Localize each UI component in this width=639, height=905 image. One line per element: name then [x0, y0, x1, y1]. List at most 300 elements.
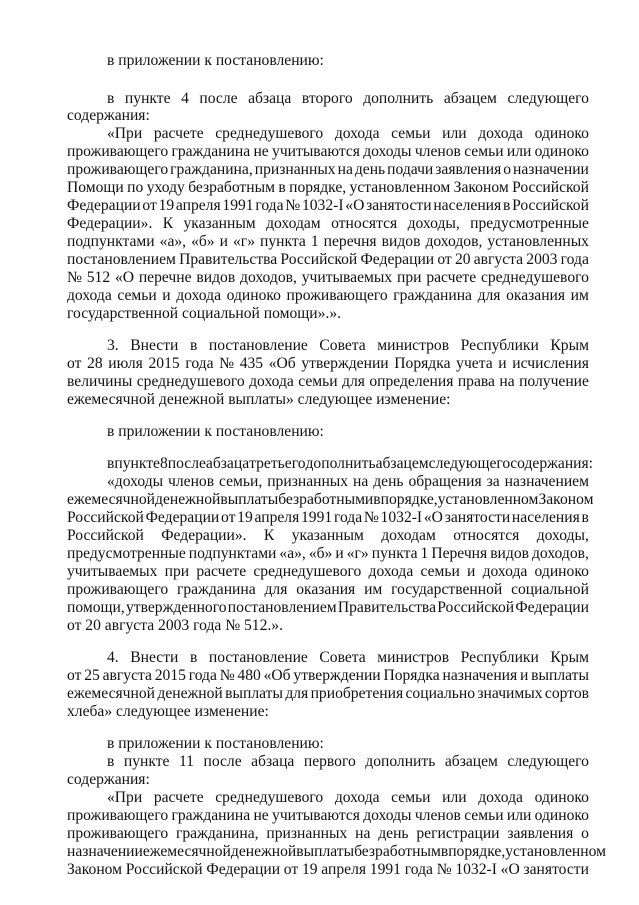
word: уходу	[146, 179, 185, 196]
word: «а»,	[279, 545, 306, 562]
word: порядке,	[289, 179, 347, 196]
word: №	[285, 197, 301, 214]
word: «доходы	[107, 473, 164, 490]
word: членов	[414, 807, 461, 824]
word: 3.	[107, 337, 119, 354]
word: указанным	[291, 527, 364, 544]
word: «О	[500, 861, 520, 878]
word: семьи	[117, 287, 157, 304]
word: учитываемых	[301, 269, 393, 286]
word: расчете	[153, 125, 204, 142]
text-line	[67, 563, 589, 581]
word: 1991	[369, 861, 401, 878]
word: Законом	[67, 861, 123, 878]
word: абзацем	[375, 455, 429, 472]
word: года	[560, 251, 589, 268]
word: относятся	[331, 215, 398, 232]
word: после	[199, 90, 238, 107]
word: Федерации	[145, 509, 220, 526]
text-line: от 20 августа 2003 года № 512.».	[67, 617, 283, 634]
word: социальной	[511, 581, 589, 598]
word: указанным	[183, 215, 256, 232]
word: года	[404, 861, 433, 878]
word: Российской	[512, 179, 589, 196]
word: второго	[301, 90, 353, 107]
word: и	[498, 355, 507, 372]
word: июля	[108, 355, 143, 372]
text-line	[67, 215, 589, 233]
word: Перечня	[431, 545, 488, 562]
word: в	[278, 179, 286, 196]
word: доходы	[363, 807, 412, 824]
word: видов	[381, 233, 421, 250]
word: не	[253, 807, 269, 824]
word: Российской	[437, 599, 515, 616]
word: от	[67, 355, 82, 372]
word: права	[457, 373, 495, 390]
word: расчете	[196, 563, 247, 580]
text-line: в приложении к постановлению:	[107, 735, 324, 752]
word: 19	[158, 197, 175, 214]
word: предусмотренные	[67, 545, 186, 562]
word: №	[219, 667, 235, 684]
text-line	[67, 545, 589, 563]
word: и	[162, 287, 171, 304]
word: дохода	[334, 789, 380, 806]
word: одиноко	[534, 807, 589, 824]
word: день	[373, 473, 404, 490]
word: пункте	[123, 753, 170, 770]
word: на	[355, 825, 371, 842]
word: проживающего	[67, 807, 169, 824]
word: дохода	[368, 563, 414, 580]
text-line	[107, 337, 589, 355]
word: в	[581, 509, 589, 526]
word: Законом	[453, 179, 509, 196]
word: приобретения	[310, 685, 404, 702]
word: августа	[473, 251, 524, 268]
word: доходов,	[425, 233, 483, 250]
text-line	[67, 491, 594, 509]
word: и	[219, 233, 228, 250]
word: 20	[454, 251, 471, 268]
word: подачи	[387, 161, 434, 178]
word: установленном	[505, 843, 606, 860]
word: видов	[490, 545, 529, 562]
word: в	[440, 843, 449, 860]
word: Федерации	[360, 251, 435, 268]
word: регистрации	[416, 825, 500, 842]
word: министров	[377, 337, 450, 354]
word: «О	[114, 269, 134, 286]
word: 4.	[107, 649, 119, 666]
word: «а»,	[159, 233, 187, 250]
word: абзаца	[205, 455, 250, 472]
word: в	[107, 90, 115, 107]
word: от	[283, 861, 299, 878]
word: Российской	[125, 861, 203, 878]
word: величины	[67, 373, 133, 390]
word: Порядка	[394, 355, 451, 372]
word: безработным	[188, 179, 275, 196]
word: абзаца	[248, 90, 292, 107]
word: в	[107, 753, 115, 770]
word: учитываются	[272, 807, 360, 824]
text-line	[107, 789, 589, 807]
text-line	[67, 667, 589, 685]
word: постановление	[208, 337, 308, 354]
word: для	[477, 287, 501, 304]
word: ежемесячной	[67, 491, 156, 508]
word: 25	[84, 667, 100, 684]
text-line	[67, 825, 589, 843]
word: содержания:	[510, 455, 594, 472]
text-line	[67, 179, 589, 197]
word: порядке,	[380, 491, 438, 508]
word: одиноко	[534, 789, 589, 806]
text-line	[67, 373, 589, 391]
word: предусмотренные	[470, 215, 589, 232]
text-line	[107, 125, 589, 143]
word: в	[107, 455, 115, 472]
word: постановлением	[67, 251, 176, 268]
word: перечня	[323, 233, 377, 250]
word: дополнить	[365, 753, 436, 770]
word: 1991	[301, 509, 333, 526]
word: членов	[414, 143, 461, 160]
word: Республики	[460, 649, 539, 666]
word: подпунктами	[67, 233, 155, 250]
word: министров	[377, 649, 450, 666]
word: дополнить	[305, 455, 376, 472]
word: доходы,	[407, 215, 460, 232]
word: дохода	[478, 125, 523, 142]
word: 435	[239, 355, 264, 372]
word: видов	[196, 269, 236, 286]
word: доходы,	[536, 527, 589, 544]
word: Федерации	[206, 861, 281, 878]
word: для	[342, 373, 365, 390]
word: Крым	[550, 337, 589, 354]
word: обращения	[408, 473, 482, 490]
word: проживающего	[67, 143, 169, 160]
word: среднедушевого	[215, 789, 324, 806]
word: доходов,	[532, 545, 589, 562]
word: членов	[168, 473, 215, 490]
word: Внести	[130, 337, 179, 354]
word: денежной	[230, 843, 297, 860]
word: расчете	[426, 269, 477, 286]
word: №	[219, 355, 235, 372]
word: первого	[303, 753, 356, 770]
word: №	[67, 269, 82, 286]
word: Порядка	[383, 667, 440, 684]
word: 1	[420, 545, 429, 562]
word: семьи	[298, 373, 338, 390]
word: дохода	[249, 373, 294, 390]
word: 2003	[526, 251, 558, 268]
word: Российской	[280, 251, 358, 268]
text-line	[107, 90, 589, 108]
word: Помощи	[67, 179, 124, 196]
word: семьи	[420, 563, 460, 580]
word: Российской	[67, 527, 144, 544]
text-line: содержания:	[67, 107, 150, 124]
text-line: ежемесячной денежной выплаты» следующее изменение:	[67, 391, 451, 408]
word: К	[263, 527, 275, 544]
word: населения	[433, 197, 502, 214]
word: пункте	[124, 90, 171, 107]
word: учета	[456, 355, 493, 372]
word: «Об	[268, 355, 296, 372]
word: или	[442, 789, 467, 806]
word: проживающего	[67, 161, 169, 178]
text-line	[67, 861, 589, 879]
word: Российской	[67, 509, 144, 526]
text-line	[107, 455, 594, 473]
word: следующего	[428, 455, 511, 472]
word: денежной	[157, 685, 223, 702]
word: доходов,	[240, 269, 297, 286]
word: «г»	[346, 545, 369, 562]
text-line	[107, 473, 589, 491]
word: «При	[107, 125, 143, 142]
word: оказания	[506, 287, 566, 304]
word: постановление	[208, 649, 308, 666]
word: апреля	[321, 861, 367, 878]
word: года	[188, 667, 217, 684]
word: Совета	[319, 649, 366, 666]
word: день	[378, 825, 409, 842]
word: «При	[107, 789, 143, 806]
word: от	[142, 197, 157, 214]
word: перечне	[138, 269, 192, 286]
word: занятости	[523, 861, 589, 878]
word: не	[253, 143, 269, 160]
word: «О	[345, 197, 365, 214]
word: по	[127, 179, 144, 196]
word: гражданина	[176, 581, 256, 598]
word: от	[67, 667, 82, 684]
word: после	[167, 455, 206, 472]
word: одиноко	[534, 143, 589, 160]
word: одиноко	[534, 125, 589, 142]
word: пункте	[114, 455, 160, 472]
word: занятости	[444, 509, 511, 526]
word: года	[333, 509, 363, 526]
text-line	[67, 251, 589, 269]
word: гражданина	[171, 807, 251, 824]
word: апреля	[254, 509, 300, 526]
word: доходам	[381, 527, 436, 544]
word: августа	[102, 667, 152, 684]
text-line	[67, 581, 589, 599]
word: подпунктами	[188, 545, 277, 562]
word: 2015	[154, 667, 186, 684]
word: 480	[237, 667, 261, 684]
word: установленных	[487, 233, 589, 250]
word: абзацем	[443, 90, 497, 107]
word: выплаты	[220, 491, 279, 508]
word: населения	[511, 509, 580, 526]
word: значимых	[477, 685, 543, 702]
word: занятости	[366, 197, 432, 214]
word: 1032-I	[380, 509, 423, 526]
word: доходам	[266, 215, 321, 232]
word: Совета	[319, 337, 366, 354]
word: 1032-I	[455, 861, 497, 878]
text-line	[67, 685, 589, 703]
word: утверждении	[301, 355, 389, 372]
word: 1991	[222, 197, 254, 214]
word: для	[264, 581, 288, 598]
word: гражданина	[393, 287, 472, 304]
word: Законом	[538, 491, 594, 508]
word: Правительства	[337, 599, 437, 616]
word: 19	[237, 509, 253, 526]
word: порядке,	[448, 843, 506, 860]
word: семьи	[391, 789, 431, 806]
word: ежемесячной	[142, 843, 231, 860]
word: на	[499, 373, 515, 390]
word: день	[354, 161, 386, 178]
text-line	[67, 527, 589, 545]
word: определения	[369, 373, 454, 390]
text-line	[67, 807, 589, 825]
word: семьи	[464, 807, 504, 824]
word: абзацем	[444, 753, 498, 770]
word: назначении	[513, 161, 589, 178]
text-line	[67, 197, 589, 215]
word: Федерации	[67, 197, 141, 214]
word: дохода	[176, 287, 221, 304]
word: за	[486, 473, 500, 490]
word: и	[467, 563, 476, 580]
word: Федерации».	[161, 527, 247, 544]
word: «О	[423, 509, 443, 526]
word: или	[506, 807, 532, 824]
word: 2015	[148, 355, 180, 372]
word: гражданина	[171, 143, 251, 160]
text-line: государственной социальной помощи».».	[67, 305, 342, 322]
word: №	[436, 861, 452, 878]
word: оказания	[296, 581, 356, 598]
word: социально	[405, 685, 476, 702]
word: третьего	[249, 455, 306, 472]
text-line	[67, 269, 589, 287]
word: ежемесячной	[67, 685, 156, 702]
word: среднедушевого	[215, 125, 324, 142]
word: семьи,	[219, 473, 263, 490]
word: следующего	[507, 753, 589, 770]
word: Республики	[460, 337, 539, 354]
word: им	[570, 287, 589, 304]
word: года	[185, 355, 214, 372]
word: заявления	[435, 161, 502, 178]
word: одиноко	[226, 287, 281, 304]
word: о	[581, 825, 589, 842]
word: Российской	[512, 197, 589, 214]
word: проживающего	[67, 581, 169, 598]
word: в	[189, 649, 198, 666]
word: на	[353, 473, 369, 490]
word: дополнить	[363, 90, 434, 107]
word: дохода	[478, 789, 523, 806]
text-line: в приложении к постановлению:	[107, 52, 324, 69]
word: установленном	[437, 491, 539, 508]
word: Внести	[130, 649, 179, 666]
word: 4	[181, 90, 189, 107]
word: признанных	[254, 161, 336, 178]
word: утверждении	[293, 667, 381, 684]
word: 19	[301, 861, 318, 878]
word: при	[164, 563, 190, 580]
word: постановлением	[227, 599, 337, 616]
word: или	[442, 125, 467, 142]
word: «г»	[233, 233, 255, 250]
text-line	[67, 509, 589, 527]
word: денежной	[155, 491, 221, 508]
word: назначении	[67, 843, 143, 860]
word: заявления	[507, 825, 574, 842]
word: и	[519, 667, 529, 684]
word: пункта	[260, 233, 306, 250]
word: «б»	[191, 233, 215, 250]
text-line	[67, 287, 589, 305]
word: назначения	[442, 667, 518, 684]
word: абзаца	[251, 753, 295, 770]
word: 1032-I	[301, 197, 344, 214]
word: «б»	[308, 545, 333, 562]
word: среднедушевого	[253, 563, 362, 580]
word: о	[503, 161, 512, 178]
word: доходы	[363, 143, 412, 160]
word: проживающего	[67, 825, 169, 842]
word: или	[506, 143, 532, 160]
word: выплаты	[531, 667, 589, 684]
text-line	[67, 355, 589, 373]
text-line	[107, 753, 589, 771]
text-line	[107, 649, 589, 667]
word: от	[437, 251, 452, 268]
word: безработными	[278, 491, 374, 508]
word: признанных	[267, 473, 349, 490]
text-line: содержания:	[67, 771, 150, 788]
word: признанных	[266, 825, 348, 842]
word: 1	[310, 233, 319, 250]
word: года	[255, 197, 284, 214]
text-line	[67, 143, 589, 161]
word: учитываемых	[67, 563, 158, 580]
word: после	[203, 753, 242, 770]
text-line	[67, 843, 606, 861]
text-line	[67, 161, 589, 179]
word: от	[221, 509, 236, 526]
text-line: в приложении к постановлению:	[107, 423, 324, 440]
word: 28	[87, 355, 103, 372]
word: пункта	[371, 545, 418, 562]
text-line	[67, 599, 589, 617]
word: для	[285, 685, 309, 702]
word: выплаты	[225, 685, 283, 702]
word: Крым	[550, 649, 589, 666]
word: «Об	[263, 667, 291, 684]
word: семьи	[391, 125, 431, 142]
word: сортов	[544, 685, 589, 702]
word: гражданина,	[175, 825, 259, 842]
word: следующего	[507, 90, 589, 107]
word: выплаты	[296, 843, 355, 860]
